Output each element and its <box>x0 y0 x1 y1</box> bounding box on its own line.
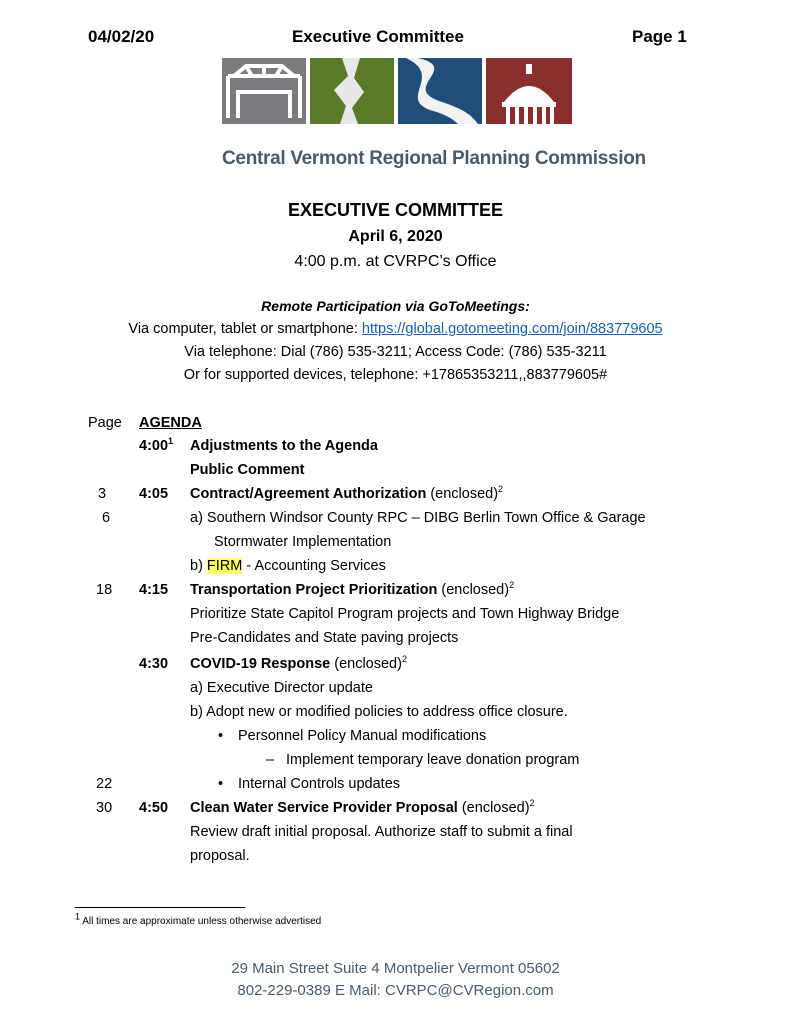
agenda-time: 4:15 <box>139 582 169 598</box>
agenda-item-title: Public Comment <box>190 462 305 478</box>
remote-computer-line <box>0 321 791 337</box>
agenda-subitem: b) FIRM - Accounting Services <box>190 558 386 574</box>
agenda-dash-item: – Implement temporary leave donation program <box>266 752 580 768</box>
agenda-subitem-continued: Stormwater Implementation <box>214 534 392 550</box>
footnote-divider <box>75 907 245 908</box>
cvrpc-logo <box>222 58 572 124</box>
agenda-item: COVID-19 Response (enclosed)$^2$ <box>190 654 407 672</box>
header-date: 04/02/20 <box>88 27 155 46</box>
agenda-item-description: Review draft initial proposal. Authorize staff to submit a final <box>190 824 573 840</box>
header-title: Executive Committee <box>292 27 464 46</box>
agenda-page-number: 30 <box>96 800 113 816</box>
agenda-bullet-item: • Personnel Policy Manual modifications <box>218 728 487 744</box>
agenda-header: AGENDA <box>139 415 202 431</box>
agenda-subitem: a) Southern Windsor County RPC – DIBG Berlin Town Office & Garage <box>190 510 646 526</box>
agenda-time: $4:00^1$ <box>139 436 174 454</box>
meeting-time-location: 4:00 p.m. at CVRPC’s Office <box>294 253 497 270</box>
header-page-number: Page 1 <box>632 27 687 46</box>
meeting-date: April 6, 2020 <box>348 228 443 245</box>
remote-participation-heading: Remote Participation via GoToMeetings: <box>261 298 530 314</box>
gotomeeting-link[interactable]: https://global.gotomeeting.com/join/883779605 <box>361 321 663 337</box>
agenda-time: 4:05 <box>139 486 169 502</box>
agenda-item: Transportation Project Prioritization (enclosed)$^2$ <box>190 580 515 598</box>
agenda-item-title: Adjustments to the Agenda <box>190 438 378 454</box>
agenda-page-number: 18 <box>96 582 113 598</box>
agenda-bullet-item: • Internal Controls updates <box>218 776 401 792</box>
remote-computer-label: Via computer, tablet or smartphone: <box>128 321 362 337</box>
agenda-page-number: 3 <box>98 486 107 502</box>
agenda-item: Clean Water Service Provider Proposal (enclosed)$^2$ <box>190 798 535 816</box>
logo-organization-name: Central Vermont Regional Planning Commission <box>222 148 646 169</box>
footer-contact: 802-229-0389 E Mail: CVRPC@CVRegion.com <box>237 982 554 999</box>
footnote: $^1$ All times are approximate unless otherwise advertised <box>75 911 322 927</box>
highlighted-text: FIRM <box>206 558 243 574</box>
footer-address: 29 Main Street Suite 4 Montpelier Vermont 05602 <box>231 960 560 977</box>
agenda-time: 4:50 <box>139 800 169 816</box>
agenda-page-header: Page <box>88 415 122 431</box>
agenda-subitem: b) Adopt new or modified policies to address office closure. <box>190 704 568 720</box>
agenda-item-description: proposal. <box>190 848 250 864</box>
remote-devices-line: Or for supported devices, telephone: +17865353211,,883779605# <box>183 367 608 383</box>
remote-telephone-line: Via telephone: Dial (786) 535-3211; Access Code: (786) 535-3211 <box>184 344 607 360</box>
agenda-item: Contract/Agreement Authorization (enclosed)$^2$ <box>190 484 504 502</box>
agenda-page-number: 6 <box>102 510 111 526</box>
meeting-title: EXECUTIVE COMMITTEE <box>287 200 503 220</box>
agenda-page-number: 22 <box>96 776 113 792</box>
agenda-time: 4:30 <box>139 656 169 672</box>
agenda-item-description: Prioritize State Capitol Program projects and Town Highway Bridge <box>190 606 620 622</box>
agenda-item-description: Pre-Candidates and State paving projects <box>190 630 459 646</box>
agenda-subitem: a) Executive Director update <box>190 680 373 696</box>
